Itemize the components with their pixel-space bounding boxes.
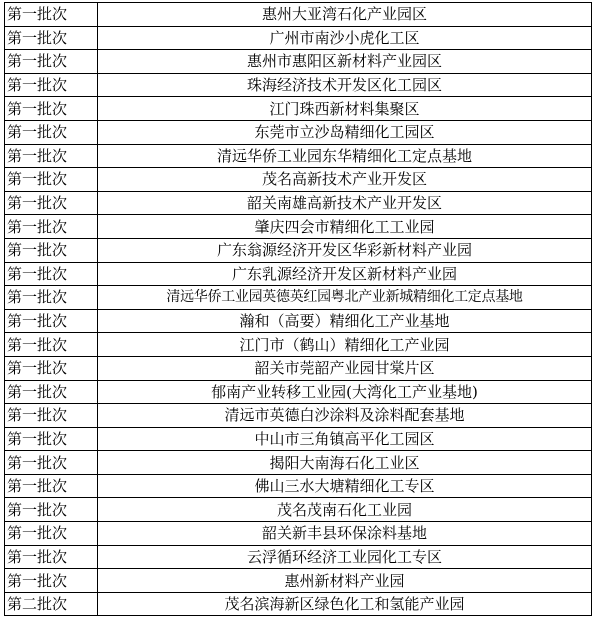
batch-cell: 第一批次	[5, 309, 98, 333]
park-name-cell: 中山市三角镇高平化工园区	[98, 427, 592, 451]
batch-cell: 第一批次	[5, 191, 98, 215]
table-row	[5, 191, 592, 215]
park-name-cell: 清远市英德白沙涂料及涂料配套基地	[98, 404, 592, 428]
batch-cell: 第一批次	[5, 569, 98, 593]
batch-cell: 第一批次	[5, 356, 98, 380]
park-name-cell: 韶关市莞韶产业园甘棠片区	[98, 356, 592, 380]
batch-cell: 第一批次	[5, 26, 98, 50]
batch-cell: 第一批次	[5, 120, 98, 144]
table-row	[5, 50, 592, 74]
batch-cell: 第一批次	[5, 144, 98, 168]
batch-cell: 第一批次	[5, 168, 98, 192]
batch-cell: 第一批次	[5, 238, 98, 262]
table-row	[5, 168, 592, 192]
park-name-cell: 佛山三水大塘精细化工专区	[98, 474, 592, 498]
table-row	[5, 474, 592, 498]
park-name-cell: 广州市南沙小虎化工区	[98, 26, 592, 50]
table-body	[5, 3, 592, 616]
table-row	[5, 427, 592, 451]
batch-cell: 第一批次	[5, 73, 98, 97]
batch-cell: 第一批次	[5, 50, 98, 74]
table-row	[5, 73, 592, 97]
batch-cell: 第一批次	[5, 474, 98, 498]
park-name-cell: 东莞市立沙岛精细化工园区	[98, 120, 592, 144]
batch-cell: 第二批次	[5, 592, 98, 616]
park-name-cell: 瀚和（高要）精细化工产业基地	[98, 309, 592, 333]
park-name-cell: 江门市（鹤山）精细化工产业园	[98, 333, 592, 357]
batch-cell: 第一批次	[5, 404, 98, 428]
table-row	[5, 3, 592, 27]
table-row	[5, 309, 592, 333]
park-name-cell: 广东翁源经济开发区华彩新材料产业园	[98, 238, 592, 262]
table-row	[5, 144, 592, 168]
batch-cell: 第一批次	[5, 545, 98, 569]
table-row	[5, 498, 592, 522]
batch-cell: 第一批次	[5, 215, 98, 239]
park-name-cell: 广东乳源经济开发区新材料产业园	[98, 262, 592, 286]
table-row	[5, 380, 592, 404]
park-name-cell: 云浮循环经济工业园化工专区	[98, 545, 592, 569]
batch-cell: 第一批次	[5, 427, 98, 451]
table-row	[5, 522, 592, 546]
table-row	[5, 569, 592, 593]
batch-cell: 第一批次	[5, 3, 98, 27]
table-row	[5, 404, 592, 428]
batch-cell: 第一批次	[5, 451, 98, 475]
park-name-cell: 郁南产业转移工业园(大湾化工产业基地)	[98, 380, 592, 404]
table-row	[5, 215, 592, 239]
chemical-park-table	[4, 2, 592, 616]
batch-cell: 第一批次	[5, 522, 98, 546]
batch-cell: 第一批次	[5, 262, 98, 286]
batch-cell: 第一批次	[5, 498, 98, 522]
table-row	[5, 120, 592, 144]
park-name-cell: 清远华侨工业园英德英红园粤北产业新城精细化工定点基地	[98, 286, 592, 310]
table-row	[5, 545, 592, 569]
table-row	[5, 592, 592, 616]
table-row	[5, 286, 592, 310]
table-row	[5, 451, 592, 475]
table-row	[5, 238, 592, 262]
park-name-cell: 肇庆四会市精细化工工业园	[98, 215, 592, 239]
park-name-cell: 韶关新丰县环保涂料基地	[98, 522, 592, 546]
table-row	[5, 356, 592, 380]
table-row	[5, 97, 592, 121]
park-name-cell: 惠州大亚湾石化产业园区	[98, 3, 592, 27]
park-name-cell: 惠州市惠阳区新材料产业园区	[98, 50, 592, 74]
batch-cell: 第一批次	[5, 333, 98, 357]
park-name-cell: 清远华侨工业园东华精细化工定点基地	[98, 144, 592, 168]
park-name-cell: 惠州新材料产业园	[98, 569, 592, 593]
batch-cell: 第一批次	[5, 286, 98, 310]
table-row	[5, 26, 592, 50]
batch-cell: 第一批次	[5, 97, 98, 121]
park-name-cell: 珠海经济技术开发区化工园区	[98, 73, 592, 97]
park-name-cell: 茂名滨海新区绿色化工和氢能产业园	[98, 592, 592, 616]
park-name-cell: 茂名茂南石化工业园	[98, 498, 592, 522]
park-name-cell: 江门珠西新材料集聚区	[98, 97, 592, 121]
table-row	[5, 262, 592, 286]
table-row	[5, 333, 592, 357]
park-name-cell: 茂名高新技术产业开发区	[98, 168, 592, 192]
park-name-cell: 韶关南雄高新技术产业开发区	[98, 191, 592, 215]
batch-cell: 第一批次	[5, 380, 98, 404]
park-name-cell: 揭阳大南海石化工业区	[98, 451, 592, 475]
